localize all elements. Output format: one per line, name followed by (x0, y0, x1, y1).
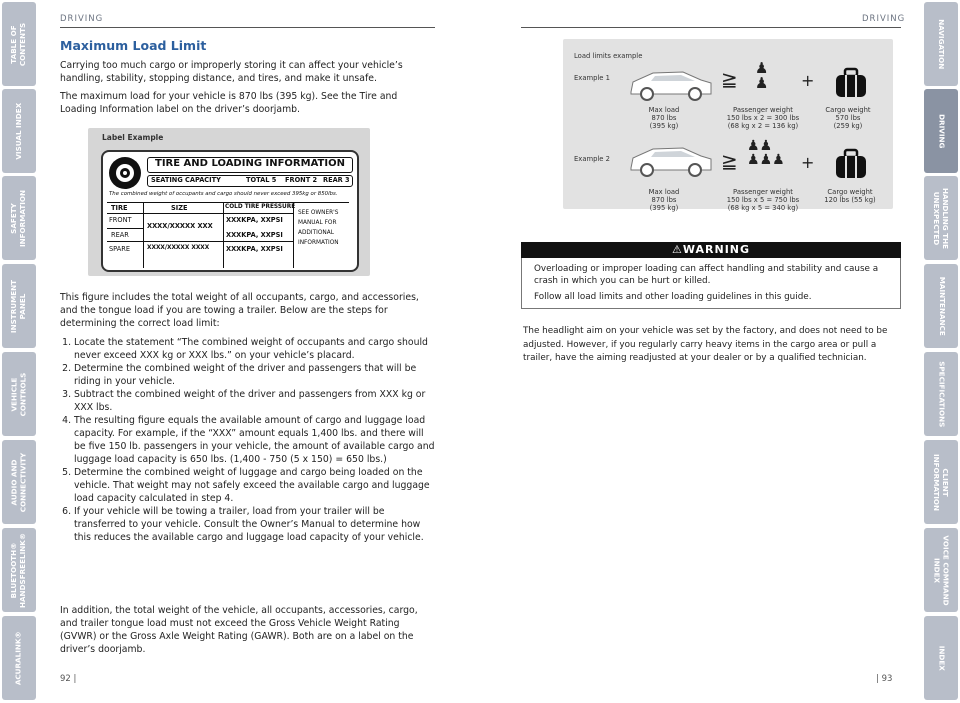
person-icon: ♟ (759, 138, 773, 154)
pressure-rear: XXXKPA, XXPSI (226, 231, 283, 239)
warning-title: WARNING (682, 243, 751, 256)
tab-audio-connectivity[interactable]: AUDIO AND CONNECTIVITY (2, 440, 36, 524)
tab-handling-unexpected[interactable]: HANDLING THE UNEXPECTED (924, 176, 958, 260)
tab-navigation[interactable]: NAVIGATION (924, 2, 958, 86)
tab-specifications[interactable]: SPECIFICATIONS (924, 352, 958, 436)
placard-seating: SEATING CAPACITY (151, 176, 221, 184)
example-2-label: Example 2 (574, 155, 610, 163)
step-6: 6. If your vehicle will be towing a trailer, load from your trailer will be transferred to your vehicle. Consult the Owner’s Manual to determine how this reduces the available cargo and luggage load capacity of your vehicle. (74, 505, 436, 544)
page-number-left: 92 | (60, 674, 77, 684)
passenger-weight-2: Passenger weight 150 lbs x 5 = 750 lbs (68 kg x 5 = 340 kg) (726, 188, 800, 212)
step-2: 2. Determine the combined weight of the driver and passengers that will be riding in your vehicle. (74, 362, 436, 388)
luggage-icon-1 (834, 67, 868, 99)
tab-visual-index[interactable]: VISUAL INDEX (2, 89, 36, 173)
load-limits-example-figure (563, 39, 893, 212)
tab-bluetooth-handsfreelink[interactable]: BLUETOOTH® HANDSFREELINK® (2, 528, 36, 612)
gte-symbol-1: ≧ (721, 67, 738, 91)
warning-icon: ⚠ (671, 243, 683, 256)
size-spare: XXXX/XXXXX XXXX (147, 245, 210, 251)
tire-icon (107, 155, 143, 191)
intro-p1: Carrying too much cargo or improperly storing it can affect your vehicle’s handling, stability, stopping distance, and tires, and make it unsafe. (60, 60, 403, 84)
warning-text-2: Follow all load limits and other loading guidelines in this guide. (534, 292, 812, 302)
person-icon: ♟ (759, 152, 773, 168)
vehicle-icon-1 (625, 66, 715, 106)
placard-front: FRONT 2 (285, 176, 318, 184)
see-line-2: MANUAL FOR (298, 220, 337, 226)
vehicle-icon-2 (625, 142, 715, 182)
warning-header (521, 242, 901, 258)
label-example-caption: Label Example (102, 133, 164, 142)
person-icon: ♟ (747, 138, 760, 154)
intro-p2: The maximum load for your vehicle is 870 lbs (395 kg). See the Tire and Loading Information label on the driver’s doorjamb. (60, 91, 398, 115)
step-3: 3. Subtract the combined weight of the driver and passengers from XXX kg or XXX lbs. (74, 388, 436, 414)
person-icon: ♟ (755, 74, 769, 92)
tab-safety-information[interactable]: SAFETY INFORMATION (2, 176, 36, 260)
see-line-4: INFORMATION (298, 240, 339, 246)
tab-acuralink[interactable]: ACURALINK® (2, 616, 36, 700)
right-nav-tabs (922, 0, 960, 703)
step-1: 1. Locate the statement “The combined weight of occupants and cargo should never exceed XXX kg or XXX lbs.” on your vehicle’s placard. (74, 336, 436, 362)
passenger-icons-1 (755, 61, 768, 91)
tab-instrument-panel[interactable]: INSTRUMENT PANEL (2, 264, 36, 348)
tab-maintenance[interactable]: MAINTENANCE (924, 264, 958, 348)
cargo-weight-2: Cargo weight 120 lbs (55 kg) (824, 188, 876, 204)
headlight-paragraph: The headlight aim on your vehicle was set by the factory, and does not need to be adjusted. However, if you regularly carry heavy items in the cargo area or pull a trailer, have the aiming readjusted at your dealer or by a qualified technician. (523, 326, 888, 363)
tab-index[interactable]: INDEX (924, 616, 958, 700)
max-load-2: Max load 870 lbs (395 kg) (648, 188, 680, 212)
pressure-front: XXXKPA, XXPSI (226, 216, 283, 224)
placard-total: TOTAL 5 (246, 176, 277, 184)
placard-title: TIRE AND LOADING INFORMATION (155, 158, 345, 169)
luggage-icon-2 (834, 148, 868, 180)
warning-text-1: Overloading or improper loading can affect handling and stability and cause a crash in which you can be hurt or killed. (534, 264, 879, 286)
person-icon: ♟ (755, 59, 769, 77)
tab-voice-command-index[interactable]: VOICE COMMAND INDEX (924, 528, 958, 612)
plus-symbol-1: + (801, 71, 815, 90)
max-load-1: Max load 870 lbs (395 kg) (648, 106, 680, 130)
passenger-weight-1: Passenger weight 150 lbs x 2 = 300 lbs (68 kg x 2 = 136 kg) (726, 106, 800, 130)
see-line-3: ADDITIONAL (298, 230, 334, 236)
col-size: SIZE (171, 204, 188, 212)
row-rear: REAR (111, 231, 129, 239)
section-title: Maximum Load Limit (60, 38, 207, 53)
row-spare: SPARE (109, 245, 130, 253)
tire-loading-placard (101, 150, 359, 272)
example-1-label: Example 1 (574, 74, 610, 82)
pressure-spare: XXXKPA, XXPSI (226, 245, 283, 253)
label-example-figure (88, 128, 370, 276)
col-tire: TIRE (111, 204, 128, 212)
tab-table-of-contents[interactable]: TABLE OF CONTENTS (2, 2, 36, 86)
steps-list (60, 336, 436, 544)
left-nav-tabs (0, 0, 38, 703)
placard-rear: REAR 3 (323, 176, 350, 184)
cargo-weight-1: Cargo weight 570 lbs (259 kg) (825, 106, 871, 130)
row-front: FRONT (109, 216, 132, 224)
see-line-1: SEE OWNER'S (298, 210, 339, 216)
tab-client-information[interactable]: CLIENT INFORMATION (924, 440, 958, 524)
col-pressure: COLD TIRE PRESSURE (225, 204, 296, 210)
plus-symbol-2: + (801, 153, 815, 172)
gte-symbol-2: ≧ (721, 149, 738, 173)
header-right: DRIVING (862, 14, 906, 24)
header-rule-left (60, 27, 435, 28)
examples-caption: Load limits example (574, 52, 643, 60)
placard-combined-statement: The combined weight of occupants and cargo should never exceed 395kg or 850lbs. (109, 191, 338, 197)
tab-vehicle-controls[interactable]: VEHICLE CONTROLS (2, 352, 36, 436)
person-icon: ♟ (772, 152, 785, 168)
step-4: 4. The resulting figure equals the available amount of cargo and luggage load capacity. For example, if the “XXX” amount equals 1,400 lbs. and there will be five 150 lb. passengers in your vehicle, the amount of available cargo and luggage load capacity is 650 lbs. (1,400 - 750 (5 x 150) = 650 lbs.) (74, 414, 436, 466)
figure-description: This figure includes the total weight of all occupants, cargo, and accessories, and the tongue load if you are towing a trailer. Below are the steps for determining the correct load limit: (60, 292, 419, 329)
warning-body (521, 258, 901, 309)
page-number-right: | 93 (876, 674, 893, 684)
header-rule-right (521, 27, 901, 28)
tab-driving[interactable]: DRIVING (924, 89, 958, 173)
closing-paragraph: In addition, the total weight of the vehicle, all occupants, accessories, cargo, and trailer tongue load must not exceed the Gross Vehicle Weight Rating (GVWR) or the Gross Axle Weight Rating (GAWR). Both are on a label on the driver’s doorjamb. (60, 605, 418, 655)
person-icon: ♟ (747, 152, 760, 168)
header-left: DRIVING (60, 14, 104, 24)
size-main: XXXX/XXXXX XXX (147, 222, 213, 230)
step-5: 5. Determine the combined weight of luggage and cargo being loaded on the vehicle. That weight may not safely exceed the available cargo and luggage load capacity calculated in step 4. (74, 466, 436, 505)
passenger-icons-2 (747, 139, 787, 167)
